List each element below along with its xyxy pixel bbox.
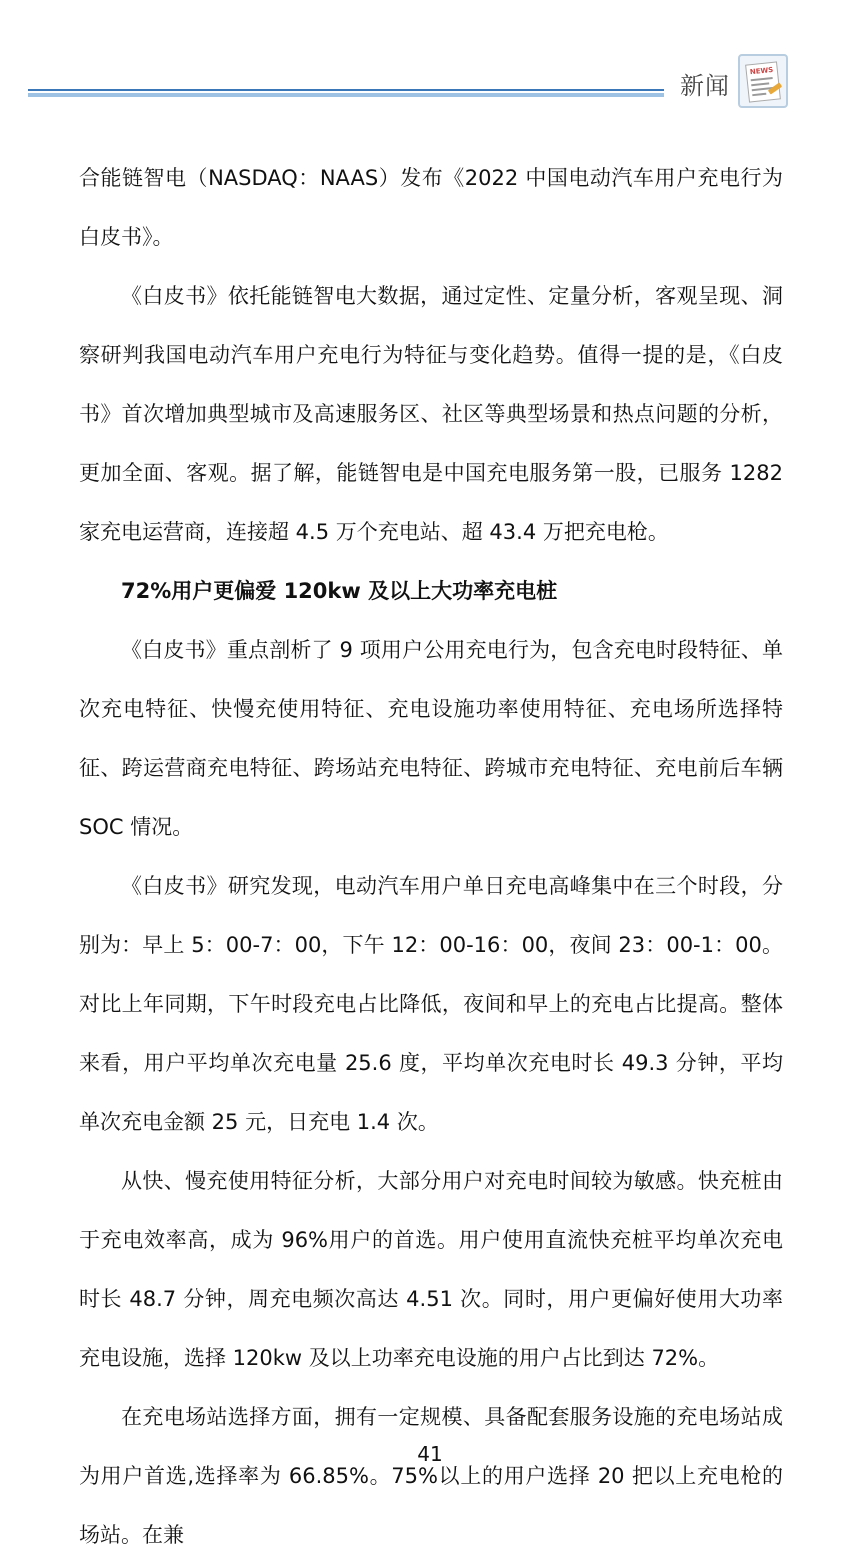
news-icon (738, 54, 788, 108)
news-icon-text: NEWS (749, 65, 774, 77)
section-label: 新闻 (680, 72, 730, 100)
header-rule (28, 89, 664, 97)
paragraph-3: 《白皮书》重点剖析了 9 项用户公用充电行为，包含充电时段特征、单次充电特征、快慢充使用特征、充电设施功率使用特征、充电场所选择特征、跨运营商充电特征、跨场站充电特征、跨城市充电特征、充电前后车辆 SOC 情况。 (79, 638, 783, 839)
paragraph-4: 《白皮书》研究发现，电动汽车用户单日充电高峰集中在三个时段，分别为：早上 5：00-7：00，下午 12：00-16：00，夜间 23：00-1：00。对比上年同期，下午时段充电占比降低，夜间和早上的充电占比提高。整体来看，用户平均单次充电量 25.6 度，平均单次充电时长 49.3 分钟，平均单次充电金额 25 元，日充电 1.4 次。 (79, 874, 783, 1134)
paragraph-5: 从快、慢充使用特征分析，大部分用户对充电时间较为敏感。快充桩由于充电效率高，成为 96%用户的首选。用户使用直流快充桩平均单次充电时长 48.7 分钟，周充电频次高达 4.51 次。同时，用户更偏好使用大功率充电设施，选择 120kw 及以上功率充电设施的用户占比到达 72%。 (79, 1169, 783, 1370)
paragraph-6: 在充电场站选择方面，拥有一定规模、具备配套服务设施的充电场站成为用户首选,选择率为 66.85%。75%以上的用户选择 20 把以上充电枪的场站。在兼 (79, 1405, 783, 1547)
section-heading: 72%用户更偏爱 120kw 及以上大功率充电桩 (121, 579, 558, 603)
paragraph-2: 《白皮书》依托能链智电大数据，通过定性、定量分析，客观呈现、洞察研判我国电动汽车用户充电行为特征与变化趋势。值得一提的是，《白皮书》首次增加典型城市及高速服务区、社区等典型场景和热点问题的分析，更加全面、客观。据了解，能链智电是中国充电服务第一股，已服务 1282 家充电运营商，连接超 4.5 万个充电站、超 43.4 万把充电枪。 (79, 284, 783, 544)
newspaper-icon (745, 61, 781, 102)
article-body (79, 149, 783, 1565)
paragraph-1: 合能链智电（NASDAQ：NAAS）发布《2022 中国电动汽车用户充电行为白皮书》。 (79, 166, 783, 249)
page-number: 41 (417, 1442, 443, 1466)
